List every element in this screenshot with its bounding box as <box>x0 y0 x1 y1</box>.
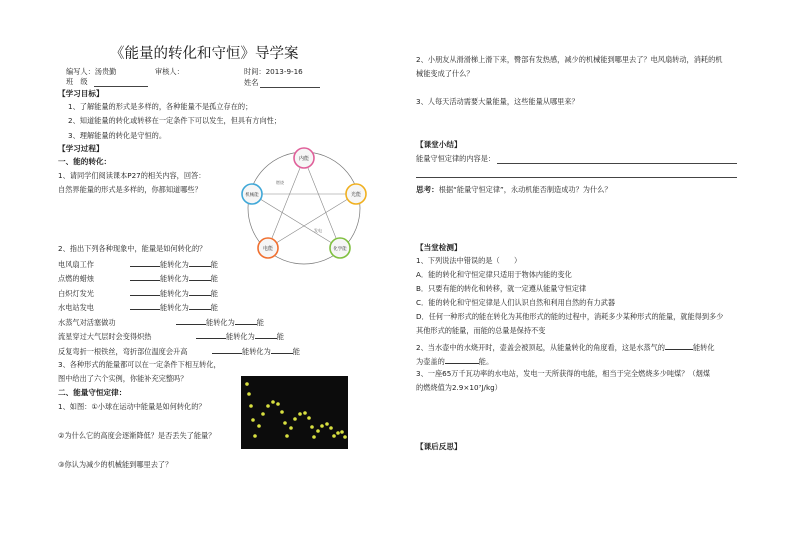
summary-blank-2[interactable] <box>416 177 737 178</box>
summary-question: 能量守恒定律的内容是： <box>416 154 496 163</box>
class-blank[interactable] <box>94 86 148 87</box>
q1-line2: 自然界能量的形式是多样的，你都知道哪些？ <box>58 185 202 194</box>
author-label: 编写人：汤贵勤 <box>66 67 117 76</box>
conversion-row <box>58 259 218 270</box>
conv-word: 能转化为 <box>206 318 235 327</box>
blank-from[interactable] <box>196 331 226 339</box>
blank-to[interactable] <box>189 288 211 296</box>
right-q2-line1: 2、小朋友从滑滑梯上滑下来，臀部有发热感，减少的机械能到哪里去了？电风扇转动，消耗的机 <box>416 55 723 64</box>
goal-1: 1、了解能量的形式是多样的，各种能量不是孤立存在的； <box>68 102 253 111</box>
reviewer-label: 审核人： <box>155 67 184 76</box>
page-title: 《能量的转化和守恒》导学案 <box>110 46 299 62</box>
conv-word: 能转化为 <box>226 332 255 341</box>
part2-heading: 二、能量守恒定律： <box>58 388 127 397</box>
q1-line1: 1、请同学们阅读课本P27的相关内容，回答： <box>58 171 206 180</box>
conversion-row <box>58 317 264 328</box>
blank-from[interactable] <box>130 259 160 267</box>
energy-suffix: 能 <box>210 260 218 269</box>
time-label: 时间：2013-9-16 <box>244 67 303 76</box>
think-question <box>416 185 612 195</box>
name-label: 姓名 <box>244 78 259 87</box>
blank-lid-energy[interactable] <box>445 356 479 364</box>
conversion-row <box>58 346 300 357</box>
test-q1: 1、下列说法中错误的是（ ） <box>416 256 522 265</box>
node-label: 电能 <box>262 246 274 252</box>
option-c: C．能的转化和守恒定律是人们认识自然和利用自然的有力武器 <box>416 298 616 307</box>
node-label: 光能 <box>350 192 362 198</box>
node-label: 机械能 <box>245 193 259 198</box>
blank-from[interactable] <box>212 346 242 354</box>
conv-word: 能转化为 <box>160 303 189 312</box>
item-label: 点燃的蜡烛 <box>58 274 94 283</box>
item-label: 水电站发电 <box>58 303 94 312</box>
q2-prompt: 2、指出下列各种现象中，能量是如何转化的？ <box>58 244 207 253</box>
q2-text: 能。 <box>478 357 494 366</box>
option-a: A．能的转化和守恒定律只适用于物体内能的变化 <box>416 270 572 279</box>
conversion-row <box>58 331 284 342</box>
energy-conversion-diagram <box>236 144 372 268</box>
part1-heading: 一、能的转化： <box>58 157 112 166</box>
blank-from[interactable] <box>130 273 160 281</box>
goals-heading: 【学习目标】 <box>58 89 104 98</box>
bouncing-ball-photo <box>241 376 348 449</box>
energy-suffix: 能 <box>256 318 264 327</box>
q4-subquestion-2: ②为什么它的高度会逐渐降低？是否丢失了能量？ <box>58 431 216 440</box>
blank-to[interactable] <box>189 273 211 281</box>
q4-subquestion-3: ③你认为减少的机械能到哪里去了？ <box>58 460 173 469</box>
name-blank[interactable] <box>260 87 320 88</box>
energy-suffix: 能 <box>276 332 284 341</box>
energy-suffix: 能 <box>292 347 300 356</box>
arrow-label: 发电 <box>314 228 322 233</box>
conv-word: 能转化为 <box>160 289 189 298</box>
item-label: 水蒸气对活塞做功 <box>58 318 116 327</box>
blank-from[interactable] <box>130 302 160 310</box>
item-label: 电风扇工作 <box>58 260 94 269</box>
conv-word: 能转化为 <box>160 260 189 269</box>
test-q3-line2: 的燃烧值为2.9×10⁷J/kg） <box>416 383 502 392</box>
energy-suffix: 能 <box>210 274 218 283</box>
q2-text: 为壶盖的 <box>416 357 445 366</box>
test-q2-line2 <box>416 356 493 367</box>
conversion-row <box>58 273 218 284</box>
summary-blank-1[interactable] <box>497 163 737 164</box>
q2-text: 能转化 <box>692 343 715 352</box>
item-label: 反复弯折一根铁丝，弯折部位温度会升高 <box>58 347 188 356</box>
node-label: 化学能 <box>333 247 347 252</box>
process-heading: 【学习过程】 <box>58 144 104 153</box>
conv-word: 能转化为 <box>242 347 271 356</box>
blank-to[interactable] <box>189 259 211 267</box>
blank-vapor-energy[interactable] <box>665 342 693 350</box>
right-q3: 3、人每天活动需要大量能量，这些能量从哪里来？ <box>416 97 579 106</box>
reflection-heading: 【课后反思】 <box>416 442 462 451</box>
blank-to[interactable] <box>271 346 293 354</box>
conversion-row <box>58 302 218 313</box>
blank-to[interactable] <box>255 331 277 339</box>
diagram-star <box>252 158 356 248</box>
item-label: 流星穿过大气层时会变得炽热 <box>58 332 152 341</box>
energy-suffix: 能 <box>210 303 218 312</box>
conversion-row <box>58 288 218 299</box>
think-text: 根据“能量守恒定律”，永动机能否制造成功？为什么？ <box>438 185 612 194</box>
blank-from[interactable] <box>130 288 160 296</box>
blank-to[interactable] <box>189 302 211 310</box>
energy-suffix: 能 <box>210 289 218 298</box>
q2-text: 2、当水壶中的水烧开时，壶盖会被顶起，从能量转化的角度看，这是水蒸气的 <box>416 343 665 352</box>
option-d-continued: 其他形式的能量，而能的总量是保持不变 <box>416 326 546 335</box>
right-q2-line2: 械能变成了什么？ <box>416 69 474 78</box>
think-label: 思考： <box>416 185 439 194</box>
test-q3-line1: 3、一座65万千瓦功率的水电站，发电一天所获得的电能，相当于完全燃烧多少吨煤？（烟煤 <box>416 369 711 378</box>
summary-heading: 【课堂小结】 <box>416 140 462 149</box>
q3-line1: 3、各种形式的能量都可以在一定条件下相互转化， <box>58 360 221 369</box>
item-label: 白炽灯发光 <box>58 289 94 298</box>
q3-line2: 图中给出了六个实例，你能补充完整吗？ <box>58 374 188 383</box>
node-label: 内能 <box>298 156 310 162</box>
goal-3: 3、理解能量的转化是守恒的。 <box>68 131 167 140</box>
arrow-label: 燃烧 <box>276 180 284 185</box>
goal-2: 2、知道能量的转化或转移在一定条件下可以发生，但具有方向性； <box>68 116 282 125</box>
blank-from[interactable] <box>176 317 206 325</box>
option-b: B．只要有能的转化和转移，就一定遵从能量守恒定律 <box>416 284 587 293</box>
q4-prompt: 1、如图：①小球在运动中能量是如何转化的？ <box>58 402 206 411</box>
class-label: 班 级 <box>66 77 88 86</box>
test-heading: 【当堂检测】 <box>416 243 462 252</box>
option-d: D．任何一种形式的能在转化为其他形式的能的过程中，消耗多少某种形式的能量，就能得到多少 <box>416 312 724 321</box>
conv-word: 能转化为 <box>160 274 189 283</box>
test-q2-line1 <box>416 342 715 353</box>
ball-trajectory <box>241 376 348 449</box>
blank-to[interactable] <box>235 317 257 325</box>
